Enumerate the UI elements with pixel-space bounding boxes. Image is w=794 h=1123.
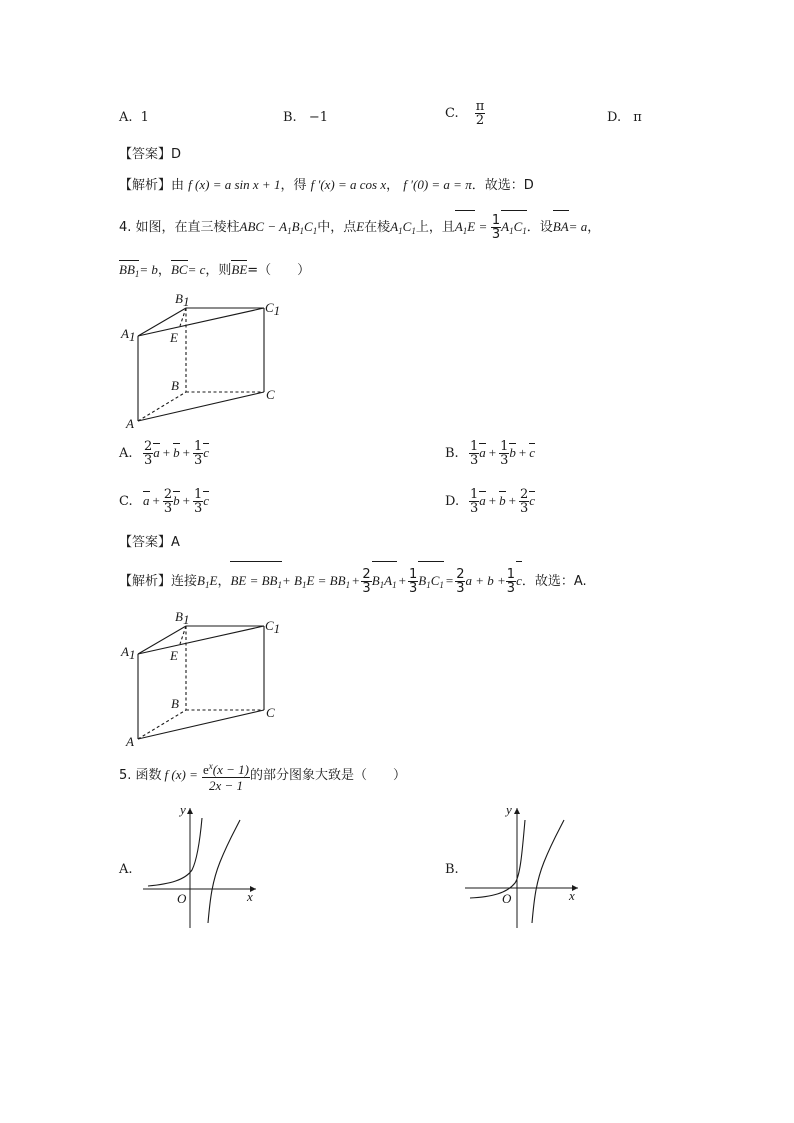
fraction [469, 440, 479, 467]
stem-text: ．设 [526, 220, 553, 235]
math-expression: f ′(0) = a = π [403, 177, 472, 192]
operator: = [479, 219, 487, 234]
math-expression: = c [187, 262, 206, 277]
vector: a [479, 493, 486, 508]
math-part: E [467, 219, 476, 234]
math-part: B [291, 219, 300, 234]
fraction-denominator: 3 [500, 453, 509, 468]
fraction [193, 488, 203, 515]
origin-label: O [177, 891, 187, 906]
label-c: C [266, 705, 275, 720]
fraction-numerator: 1 [491, 213, 501, 228]
fraction-numerator [202, 759, 250, 778]
math-part: E = BB [306, 573, 346, 588]
stem-text: 上，且 [415, 220, 455, 235]
fraction [163, 488, 173, 515]
fraction-numerator: 1 [193, 487, 203, 502]
subscript: 1 [204, 580, 210, 590]
math-part: + B [282, 573, 302, 588]
subscript: 1 [301, 580, 307, 590]
vector: c [529, 445, 536, 460]
vector [501, 212, 527, 246]
option-label: C. [445, 105, 459, 121]
q4-stem-line1 [119, 212, 600, 242]
math-expression: f ′(x) = a cos x [310, 177, 387, 192]
operator: + [182, 445, 190, 460]
fraction-denominator: 2x − 1 [208, 777, 244, 793]
fraction-denominator: 3 [163, 501, 173, 516]
fraction-denominator: 3 [408, 581, 418, 596]
fraction-numerator: 2 [362, 567, 371, 582]
fraction-numerator: 2 [163, 487, 173, 502]
fraction-denominator: 3 [506, 581, 516, 596]
math-part: C [430, 573, 440, 588]
segment-name [197, 573, 217, 588]
vector [418, 563, 444, 603]
analysis-tag: 【解析】 [119, 178, 172, 193]
fraction-denominator: 3 [470, 453, 479, 468]
q3-option-a [119, 110, 149, 126]
operator: + [398, 573, 406, 588]
operator: + [488, 445, 497, 460]
subscript: 1 [379, 580, 385, 590]
option-label: D. [445, 493, 460, 509]
vector: b [173, 493, 180, 508]
fraction-denominator: 3 [193, 501, 203, 516]
label-b1: B1 [175, 291, 190, 309]
subscript: 1 [522, 226, 527, 236]
analysis-text: 由 [171, 178, 185, 193]
q3-answer [119, 147, 181, 163]
subscript: 1 [462, 226, 468, 236]
vector: BA [553, 212, 569, 242]
fraction-denominator: 3 [456, 581, 465, 596]
prism-name [240, 219, 318, 234]
subscript: 1 [426, 580, 431, 590]
edge-ab-hidden [138, 392, 186, 421]
vector: BE [231, 262, 248, 277]
operator: + [162, 445, 171, 460]
operator: + [518, 445, 527, 460]
fraction-denominator: 3 [491, 227, 501, 242]
option-value: 1 [140, 110, 149, 125]
label-c1: C1 [265, 618, 281, 636]
origin-label: O [502, 891, 512, 906]
vector: c [203, 445, 210, 460]
vector: BC [170, 262, 188, 277]
vector: c [203, 493, 210, 508]
q4-option-c [119, 488, 209, 522]
option-label: D. [607, 110, 622, 125]
label-a: A [126, 416, 134, 431]
stem-text: 中，点 [317, 220, 357, 235]
option-label: B. [445, 445, 459, 461]
stem-text: 5. 函数 [119, 768, 162, 783]
subscript: 1 [392, 580, 397, 590]
label-a1: A1 [121, 644, 136, 662]
q5-option-a-label: A. [119, 862, 133, 877]
label-b1: B1 [175, 609, 190, 627]
q4-option-a [119, 440, 209, 474]
math-part: BE = BB [230, 573, 278, 588]
label-e: E [170, 330, 178, 345]
fraction-numerator: 1 [470, 439, 479, 454]
fraction [499, 440, 509, 467]
edge-ac [138, 392, 264, 421]
operator: + [488, 493, 497, 508]
vector-expression [230, 563, 282, 603]
fraction [506, 568, 516, 595]
vector: c [516, 563, 522, 599]
analysis-text: ，得 [280, 178, 307, 193]
label-c: C [266, 387, 275, 402]
stem-text: 4. 如图，在直三棱柱 [119, 220, 240, 235]
subscript: 1 [398, 226, 403, 236]
vector [372, 563, 397, 603]
operator: + [152, 493, 160, 508]
vector [455, 212, 475, 246]
fraction [519, 488, 529, 515]
point-name: E [356, 219, 365, 234]
fraction-denominator: 3 [470, 501, 479, 516]
vector: a [479, 445, 486, 460]
label-b: B [171, 696, 179, 711]
math-expression: = a [568, 219, 588, 234]
fraction-numerator: 2 [519, 487, 529, 502]
subscript: 1 [134, 269, 140, 279]
math-part: A [501, 219, 510, 234]
vector: b [499, 493, 506, 508]
analysis-text: ， [217, 574, 231, 589]
fraction [455, 568, 465, 595]
q5-graph-b [462, 800, 587, 930]
fraction [202, 759, 250, 793]
fraction-numerator: 2 [144, 439, 153, 454]
stem-text: 在棱 [364, 220, 391, 235]
q5-stem [119, 757, 406, 793]
label-e: E [170, 648, 178, 663]
answer-tag: 【答案】 [119, 147, 172, 162]
answer-tag: 【答案】 [119, 535, 172, 550]
edge-a1c1 [138, 308, 264, 336]
stem-text: ，则 [205, 263, 232, 278]
q5-option-b-label: B. [445, 862, 459, 877]
math-part: A [454, 219, 463, 234]
math-part: C [304, 219, 313, 234]
fraction-numerator: 2 [456, 567, 465, 582]
vector: c [529, 493, 536, 508]
q4-option-d [445, 488, 535, 522]
fraction-denominator: 2 [475, 113, 485, 128]
q4-stem-line2 [119, 262, 310, 282]
label-c1: C1 [265, 300, 281, 318]
q3-option-d [607, 110, 642, 126]
fraction [475, 100, 486, 127]
option-label: A. [119, 445, 133, 461]
q4-option-b [445, 440, 535, 474]
math-expression: f (x) = a sin x + 1 [188, 177, 281, 192]
analysis-text: ．故选：A. [521, 574, 587, 589]
fraction-numerator: 1 [408, 567, 418, 582]
axis-label-x: x [247, 889, 253, 904]
vector: b [173, 445, 180, 460]
stem-text: ， [157, 263, 171, 278]
subscript: 1 [299, 226, 305, 236]
axis-label-y: y [506, 802, 512, 817]
math-part: C [402, 219, 412, 234]
operator: + [508, 493, 516, 508]
edge-a1b1 [138, 626, 186, 654]
label-a1: A1 [121, 326, 136, 344]
analysis-text: ．故选：D [471, 178, 534, 193]
fraction [143, 440, 153, 467]
math-part: B [418, 573, 427, 588]
fraction-denominator: 3 [519, 501, 529, 516]
operator: + [352, 573, 360, 588]
analysis-text: ， [386, 178, 400, 193]
curve-left-branch [148, 818, 202, 886]
edge-ab-hidden [138, 710, 186, 739]
subscript: 1 [509, 226, 514, 236]
curve-right-branch [208, 820, 240, 923]
fraction [361, 568, 371, 595]
math-part: A [384, 573, 393, 588]
subscript: 1 [287, 226, 292, 236]
vector [119, 262, 139, 282]
math-expression: = b [139, 262, 158, 277]
math-part: ABC − A [239, 219, 288, 234]
math-part: B [371, 573, 380, 588]
math-part: B [197, 573, 205, 588]
fraction-numerator: 1 [500, 439, 509, 454]
math-part: A [390, 219, 399, 234]
operator: + [182, 493, 190, 508]
axis-label-y: y [180, 802, 186, 817]
math-part: E [209, 573, 218, 588]
option-label: B. [283, 110, 297, 125]
prism-figure [115, 288, 290, 438]
subscript: 1 [277, 580, 282, 590]
subscript: 1 [345, 580, 351, 590]
math-expression: a + b + [465, 573, 506, 588]
fraction [193, 440, 203, 467]
edge-a1b1 [138, 308, 186, 336]
stem-text: =（ ） [247, 263, 311, 278]
option-label: C. [119, 493, 133, 509]
fraction [408, 568, 418, 595]
vector: b [509, 445, 516, 460]
fraction-numerator: 1 [470, 487, 479, 502]
label-a: A [126, 734, 134, 749]
q4-analysis [119, 563, 587, 599]
answer-value: D [171, 147, 182, 162]
fraction-denominator: 3 [362, 581, 371, 596]
option-value: −1 [308, 110, 328, 125]
math-part: e [203, 761, 209, 777]
q5-graph-a [140, 800, 265, 930]
subscript: 1 [312, 226, 318, 236]
fraction [469, 488, 479, 515]
fraction-numerator: 1 [506, 567, 516, 582]
math-expression: f (x) = [164, 767, 198, 782]
edge-name [390, 219, 416, 234]
superscript: x [208, 760, 213, 771]
answer-value: A [171, 535, 180, 550]
option-label: A. [119, 110, 133, 125]
fraction-numerator: 1 [193, 439, 203, 454]
curve-right-branch [532, 820, 564, 923]
stem-text: 的部分图象大致是（ ） [249, 768, 406, 783]
vector: a [153, 445, 160, 460]
edge-ac [138, 710, 264, 739]
analysis-tag: 【解析】 [119, 574, 172, 589]
math-part: BB [119, 262, 135, 277]
fraction-denominator: 3 [144, 453, 153, 468]
axis-label-x: x [569, 888, 575, 903]
fraction-numerator: π [475, 99, 485, 114]
subscript: 1 [411, 226, 416, 236]
q4-answer [119, 535, 180, 551]
q3-option-c [445, 100, 485, 136]
fraction-denominator: 3 [193, 453, 203, 468]
analysis-text: 连接 [171, 574, 198, 589]
math-part: C [513, 219, 523, 234]
label-b: B [171, 378, 179, 393]
prism-figure-solution [115, 606, 290, 756]
stem-text: ， [587, 220, 601, 235]
math-part: (x − 1) [212, 761, 249, 777]
operator: = [445, 573, 454, 588]
q3-analysis [119, 177, 534, 194]
vector: a [143, 493, 150, 508]
edge-a1c1 [138, 626, 264, 654]
fraction [491, 214, 501, 241]
q3-option-b [283, 110, 328, 126]
subscript: 1 [439, 580, 444, 590]
option-value: π [633, 110, 642, 125]
